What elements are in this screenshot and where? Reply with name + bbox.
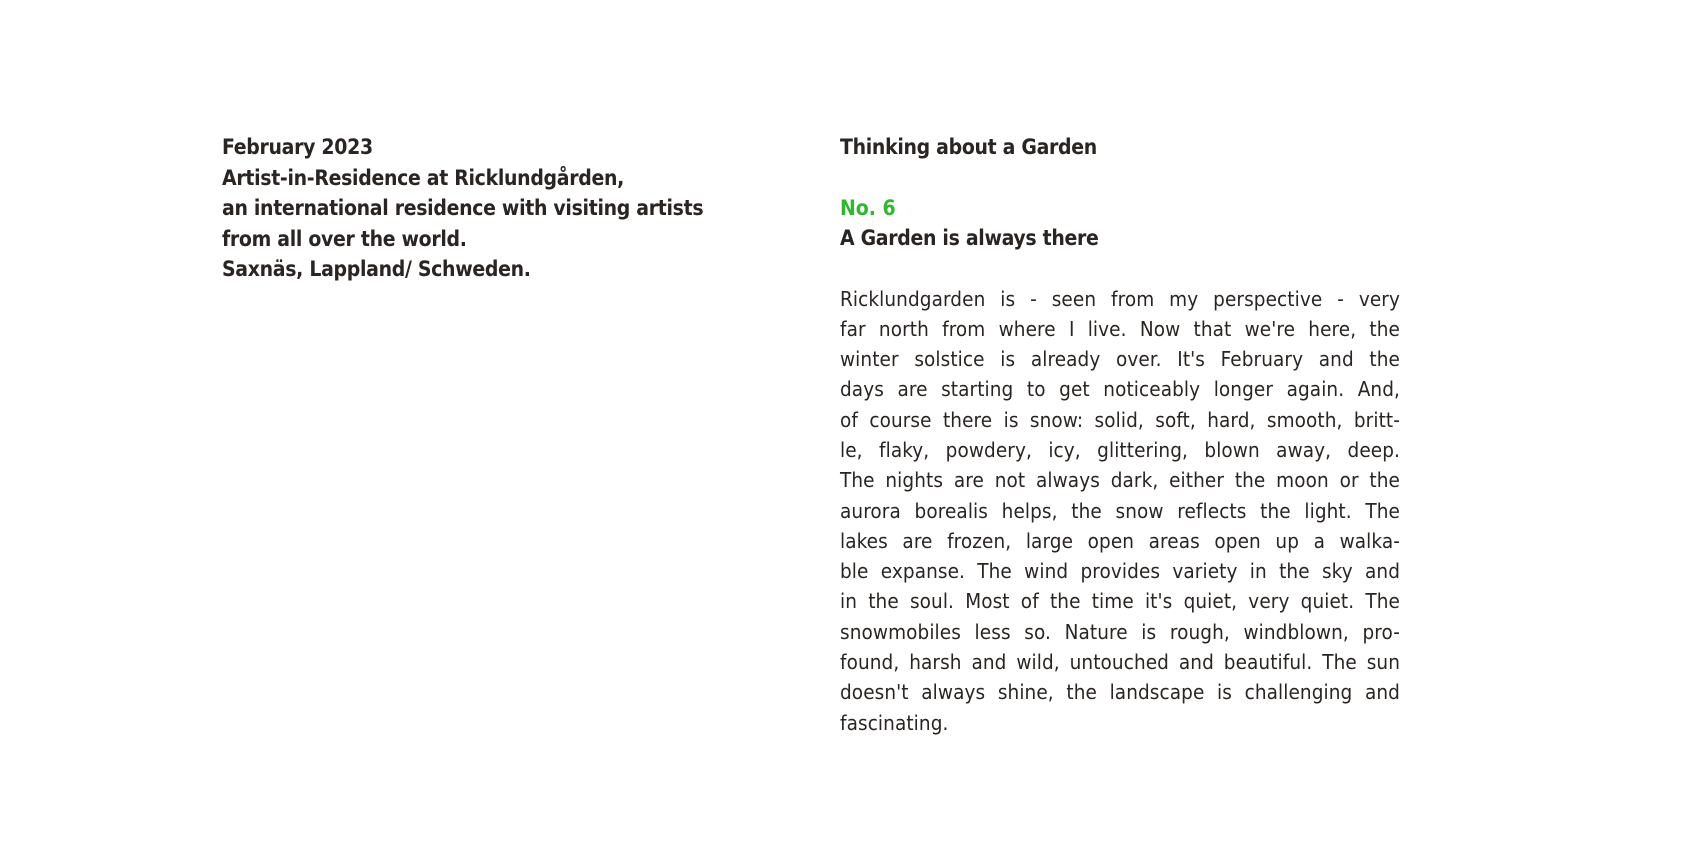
body-line: in the soul. Most of the time it's quiet, very quiet. The — [840, 589, 1400, 614]
body-line: winter solstice is already over. It's February and the — [840, 347, 1400, 372]
body-line: found, harsh and wild, untouched and beautiful. The sun — [840, 650, 1400, 675]
body-line: The nights are not always dark, either the moon or the — [840, 468, 1400, 493]
body-line: days are starting to get noticeably longer again. And, — [840, 377, 1400, 402]
body-line: ble expanse. The wind provides variety in the sky and — [840, 559, 1400, 584]
body-line: Ricklundgarden is - seen from my perspective - very — [840, 286, 1400, 311]
body-line: far north from where I live. Now that we're here, the — [840, 316, 1400, 341]
residence-description-line-2: from all over the world. — [222, 226, 467, 251]
essay-body — [840, 284, 1400, 738]
date-line: February 2023 — [222, 135, 373, 159]
essay-title: A Garden is always there — [840, 226, 1099, 250]
body-line: lakes are frozen, large open areas open up a walka- — [840, 528, 1400, 553]
body-line: fascinating. — [840, 710, 949, 735]
body-line: le, flaky, powdery, icy, glittering, blown away, deep. — [840, 437, 1400, 462]
residence-info — [222, 132, 742, 285]
location-line: Saxnäs, Lappland/ Schweden. — [222, 257, 531, 281]
residence-title-line: Artist-in-Residence at Ricklundgården, — [222, 165, 625, 190]
series-title: Thinking about a Garden — [840, 135, 1097, 159]
essay-number: No. 6 — [840, 195, 896, 220]
essay — [840, 132, 1400, 738]
body-line: doesn't always shine, the landscape is challenging and — [840, 680, 1400, 705]
body-line: of course there is snow: solid, soft, hard, smooth, britt- — [840, 407, 1400, 432]
residence-description-line: an international residence with visiting artists — [222, 196, 704, 220]
body-line: aurora borealis helps, the snow reflects the light. The — [840, 498, 1400, 523]
body-line: snowmobiles less so. Nature is rough, windblown, pro- — [840, 619, 1400, 644]
